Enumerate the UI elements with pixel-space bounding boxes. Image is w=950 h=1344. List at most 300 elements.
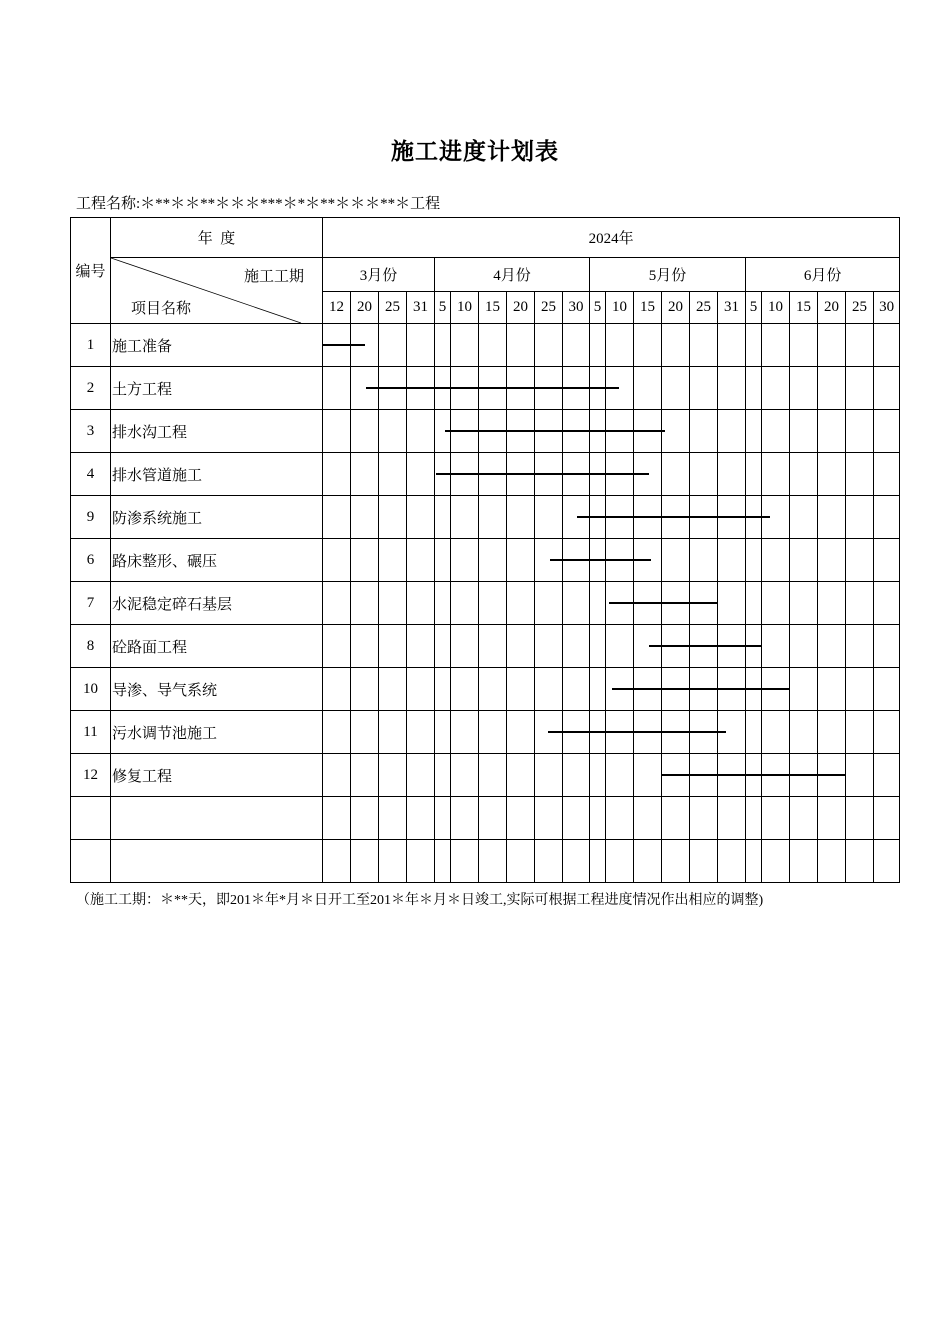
gantt-cell [379,625,407,668]
gantt-cell [590,367,606,410]
day-header-cell: 31 [407,291,435,324]
day-header-cell: 15 [479,291,507,324]
gantt-cell [435,453,451,496]
task-row [71,324,900,367]
day-header-cell: 20 [662,291,690,324]
gantt-cell [762,324,790,367]
gantt-cell [323,496,351,539]
gantt-cell [407,496,435,539]
task-row [71,496,900,539]
day-header-cell: 25 [535,291,563,324]
gantt-cell [535,367,563,410]
gantt-cell [590,711,606,754]
gantt-cell [351,410,379,453]
gantt-cell [379,668,407,711]
gantt-cell [846,797,874,840]
gantt-cell [818,754,846,797]
gantt-cell [507,496,535,539]
gantt-cell [407,754,435,797]
gantt-cell [762,367,790,410]
gantt-cell [435,410,451,453]
gantt-cell [535,582,563,625]
gantt-cell [351,754,379,797]
gantt-cell [690,840,718,883]
task-name: 砼路面工程 [111,625,323,668]
gantt-cell [451,324,479,367]
month-label: 4月份 [493,267,531,284]
month-header-row [71,258,900,292]
gantt-cell [407,539,435,582]
gantt-cell [507,582,535,625]
gantt-cell [790,539,818,582]
task-number: 11 [71,711,111,754]
gantt-cell [535,324,563,367]
gantt-cell [790,453,818,496]
gantt-cell [634,453,662,496]
gantt-cell [351,582,379,625]
gantt-cell [662,367,690,410]
task-name [111,797,323,840]
gantt-cell [563,668,590,711]
task-number: 1 [71,324,111,367]
gantt-cell [435,367,451,410]
task-number: 10 [71,668,111,711]
gantt-cell [846,711,874,754]
gantt-cell [762,625,790,668]
gantt-cell [351,840,379,883]
gantt-cell [379,453,407,496]
gantt-cell [662,410,690,453]
gantt-cell [379,582,407,625]
gantt-cell [563,367,590,410]
gantt-cell [351,324,379,367]
gantt-cell [563,582,590,625]
gantt-cell [662,754,690,797]
gantt-cell [846,453,874,496]
gantt-cell [479,324,507,367]
gantt-cell [818,668,846,711]
day-header-cell: 30 [874,291,900,324]
gantt-cell [435,840,451,883]
gantt-cell [451,840,479,883]
day-header-cell: 12 [323,291,351,324]
gantt-cell [746,539,762,582]
gantt-cell [818,539,846,582]
gantt-cell [762,410,790,453]
gantt-cell [746,410,762,453]
gantt-cell [690,625,718,668]
year-value-cell [323,218,900,258]
gantt-cell [351,797,379,840]
gantt-cell [746,668,762,711]
page-title: 施工进度计划表 [391,139,559,164]
task-number: 12 [71,754,111,797]
task-row [71,453,900,496]
gantt-cell [479,754,507,797]
gantt-cell [662,582,690,625]
gantt-cell [563,496,590,539]
gantt-cell [606,711,634,754]
diagonal-header-cell [111,258,323,324]
gantt-cell [323,754,351,797]
gantt-cell [662,324,690,367]
gantt-cell [634,711,662,754]
gantt-cell [718,324,746,367]
gantt-cell [634,496,662,539]
gantt-cell [479,797,507,840]
gantt-cell [762,539,790,582]
task-name: 路床整形、碾压 [111,539,323,582]
gantt-cell [762,496,790,539]
gantt-cell [451,668,479,711]
gantt-cell [379,367,407,410]
gantt-cell [590,539,606,582]
gantt-cell [818,453,846,496]
gantt-cell [846,582,874,625]
gantt-cell [634,840,662,883]
gantt-cell [407,668,435,711]
gantt-cell [718,797,746,840]
gantt-cell [479,453,507,496]
gantt-cell [818,711,846,754]
gantt-cell [451,797,479,840]
gantt-cell [606,410,634,453]
gantt-cell [479,711,507,754]
task-number: 3 [71,410,111,453]
gantt-cell [507,625,535,668]
gantt-cell [818,410,846,453]
task-number: 9 [71,496,111,539]
gantt-cell [874,625,900,668]
gantt-cell [662,625,690,668]
gantt-cell [874,582,900,625]
gantt-cell [435,539,451,582]
gantt-cell [535,668,563,711]
gantt-cell [662,453,690,496]
gantt-cell [846,410,874,453]
gantt-cell [563,625,590,668]
gantt-cell [690,496,718,539]
gantt-cell [790,367,818,410]
gantt-cell [662,840,690,883]
gantt-cell [351,539,379,582]
task-name: 土方工程 [111,367,323,410]
day-header-cell: 25 [379,291,407,324]
task-name [111,840,323,883]
day-header-cell: 31 [718,291,746,324]
gantt-cell [407,797,435,840]
gantt-cell [762,668,790,711]
gantt-cell [606,797,634,840]
gantt-cell [407,324,435,367]
gantt-cell [379,539,407,582]
gantt-cell [435,711,451,754]
gantt-cell [379,496,407,539]
task-name: 排水沟工程 [111,410,323,453]
gantt-cell [746,367,762,410]
gantt-cell [790,797,818,840]
task-name: 污水调节池施工 [111,711,323,754]
gantt-cell [818,324,846,367]
gantt-cell [407,840,435,883]
gantt-cell [874,496,900,539]
gantt-cell [379,840,407,883]
gantt-cell [323,410,351,453]
gantt-cell [690,539,718,582]
gantt-cell [563,324,590,367]
gantt-cell [634,625,662,668]
gantt-cell [351,711,379,754]
gantt-cell [563,539,590,582]
task-name: 水泥稳定碎石基层 [111,582,323,625]
gantt-cell [507,367,535,410]
gantt-cell [323,840,351,883]
gantt-cell [563,453,590,496]
gantt-cell [874,324,900,367]
gantt-cell [590,797,606,840]
day-header-cell: 10 [606,291,634,324]
gantt-cell [351,453,379,496]
gantt-cell [634,754,662,797]
gantt-cell [818,367,846,410]
gantt-cell [606,754,634,797]
gantt-cell [746,625,762,668]
gantt-cell [690,754,718,797]
day-header-cell: 5 [435,291,451,324]
gantt-cell [662,539,690,582]
gantt-cell [846,840,874,883]
gantt-cell [323,711,351,754]
footnote: （施工工期：＊**天，即201＊年*月＊日开工至201＊年＊月＊日竣工,实际可根据工程进度情况作出相应的调整) [76,893,764,908]
gantt-cell [351,496,379,539]
gantt-cell [563,754,590,797]
gantt-cell [323,625,351,668]
gantt-cell [351,668,379,711]
gantt-cell [846,625,874,668]
gantt-cell [874,797,900,840]
gantt-cell [606,453,634,496]
month-header-cell [323,258,435,292]
gantt-cell [479,840,507,883]
gantt-cell [479,496,507,539]
task-number: 7 [71,582,111,625]
gantt-cell [790,410,818,453]
gantt-cell [451,539,479,582]
year-label-cell [111,218,323,258]
gantt-cell [323,797,351,840]
gantt-cell [762,582,790,625]
gantt-cell [718,625,746,668]
task-number [71,840,111,883]
gantt-cell [451,453,479,496]
month-label: 6月份 [803,267,842,284]
gantt-cell [407,625,435,668]
month-header-cell [435,258,590,292]
gantt-cell [435,797,451,840]
gantt-cell [507,840,535,883]
gantt-cell [818,496,846,539]
task-number: 2 [71,367,111,410]
gantt-cell [846,539,874,582]
gantt-cell [874,539,900,582]
gantt-cell [662,496,690,539]
gantt-cell [507,797,535,840]
day-header-cell: 25 [846,291,874,324]
gantt-cell [435,582,451,625]
gantt-cell [718,496,746,539]
gantt-cell [590,840,606,883]
item-label: 项目名称 [131,301,192,317]
gantt-cell [690,324,718,367]
gantt-cell [662,668,690,711]
gantt-cell [662,711,690,754]
gantt-cell [323,367,351,410]
gantt-cell [874,453,900,496]
gantt-cell [535,797,563,840]
month-header-cell [746,258,900,292]
gantt-cell [762,797,790,840]
gantt-cell [606,324,634,367]
gantt-cell [818,625,846,668]
gantt-cell [746,453,762,496]
gantt-cell [507,668,535,711]
day-header-cell: 15 [790,291,818,324]
gantt-cell [479,582,507,625]
gantt-cell [606,496,634,539]
day-header-cell: 5 [746,291,762,324]
gantt-cell [479,668,507,711]
gantt-cell [818,840,846,883]
task-row [71,582,900,625]
gantt-cell [874,754,900,797]
gantt-cell [407,582,435,625]
gantt-cell [634,668,662,711]
day-header-cell: 30 [563,291,590,324]
gantt-cell [407,711,435,754]
task-row [71,539,900,582]
gantt-cell [507,324,535,367]
day-header-cell: 25 [690,291,718,324]
gantt-cell [407,410,435,453]
gantt-cell [762,754,790,797]
gantt-cell [746,840,762,883]
gantt-cell [479,410,507,453]
gantt-cell [590,754,606,797]
gantt-cell [379,324,407,367]
gantt-cell [379,410,407,453]
gantt-cell [535,625,563,668]
task-name: 修复工程 [111,754,323,797]
gantt-cell [351,367,379,410]
gantt-cell [479,539,507,582]
gantt-cell [634,539,662,582]
gantt-cell [790,496,818,539]
gantt-cell [790,840,818,883]
gantt-cell [479,367,507,410]
gantt-cell [790,711,818,754]
gantt-cell [718,539,746,582]
gantt-cell [435,496,451,539]
gantt-cell [323,668,351,711]
gantt-cell [662,797,690,840]
month-header-cell [590,258,746,292]
task-row [71,625,900,668]
gantt-cell [762,840,790,883]
task-row [71,754,900,797]
gantt-cell [746,496,762,539]
day-header-cell: 10 [451,291,479,324]
task-row [71,410,900,453]
gantt-cell [563,840,590,883]
gantt-cell [762,711,790,754]
gantt-cell [606,668,634,711]
gantt-cell [435,625,451,668]
gantt-cell [351,625,379,668]
day-header-cell: 5 [590,291,606,324]
gantt-cell [690,711,718,754]
gantt-cell [590,410,606,453]
gantt-cell [407,367,435,410]
gantt-cell [634,797,662,840]
number-header-label: 编号 [75,264,106,280]
gantt-cell [818,797,846,840]
gantt-cell [379,754,407,797]
gantt-cell [451,754,479,797]
gantt-cell [718,410,746,453]
task-name: 施工准备 [111,324,323,367]
gantt-cell [606,840,634,883]
gantt-cell [762,453,790,496]
year-header-row [71,218,900,258]
gantt-cell [690,367,718,410]
gantt-cell [874,840,900,883]
gantt-cell [563,711,590,754]
gantt-cell [535,453,563,496]
day-header-cell: 20 [507,291,535,324]
day-header-cell: 10 [762,291,790,324]
gantt-cell [323,539,351,582]
gantt-cell [451,711,479,754]
gantt-cell [634,324,662,367]
gantt-cell [407,453,435,496]
day-header-cell: 20 [818,291,846,324]
gantt-cell [874,367,900,410]
gantt-cell [690,453,718,496]
number-header [71,218,111,324]
gantt-cell [590,582,606,625]
gantt-cell [718,711,746,754]
gantt-cell [846,367,874,410]
gantt-cell [535,711,563,754]
gantt-cell [718,754,746,797]
gantt-cell [479,625,507,668]
gantt-cell [590,496,606,539]
gantt-cell [634,367,662,410]
task-name: 防渗系统施工 [111,496,323,539]
gantt-cell [634,582,662,625]
gantt-cell [451,625,479,668]
gantt-cell [590,625,606,668]
gantt-cell [435,668,451,711]
gantt-cell [790,625,818,668]
gantt-cell [563,410,590,453]
gantt-cell [535,539,563,582]
gantt-cell [790,324,818,367]
gantt-cell [874,711,900,754]
gantt-cell [379,711,407,754]
gantt-cell [846,324,874,367]
gantt-cell [874,668,900,711]
